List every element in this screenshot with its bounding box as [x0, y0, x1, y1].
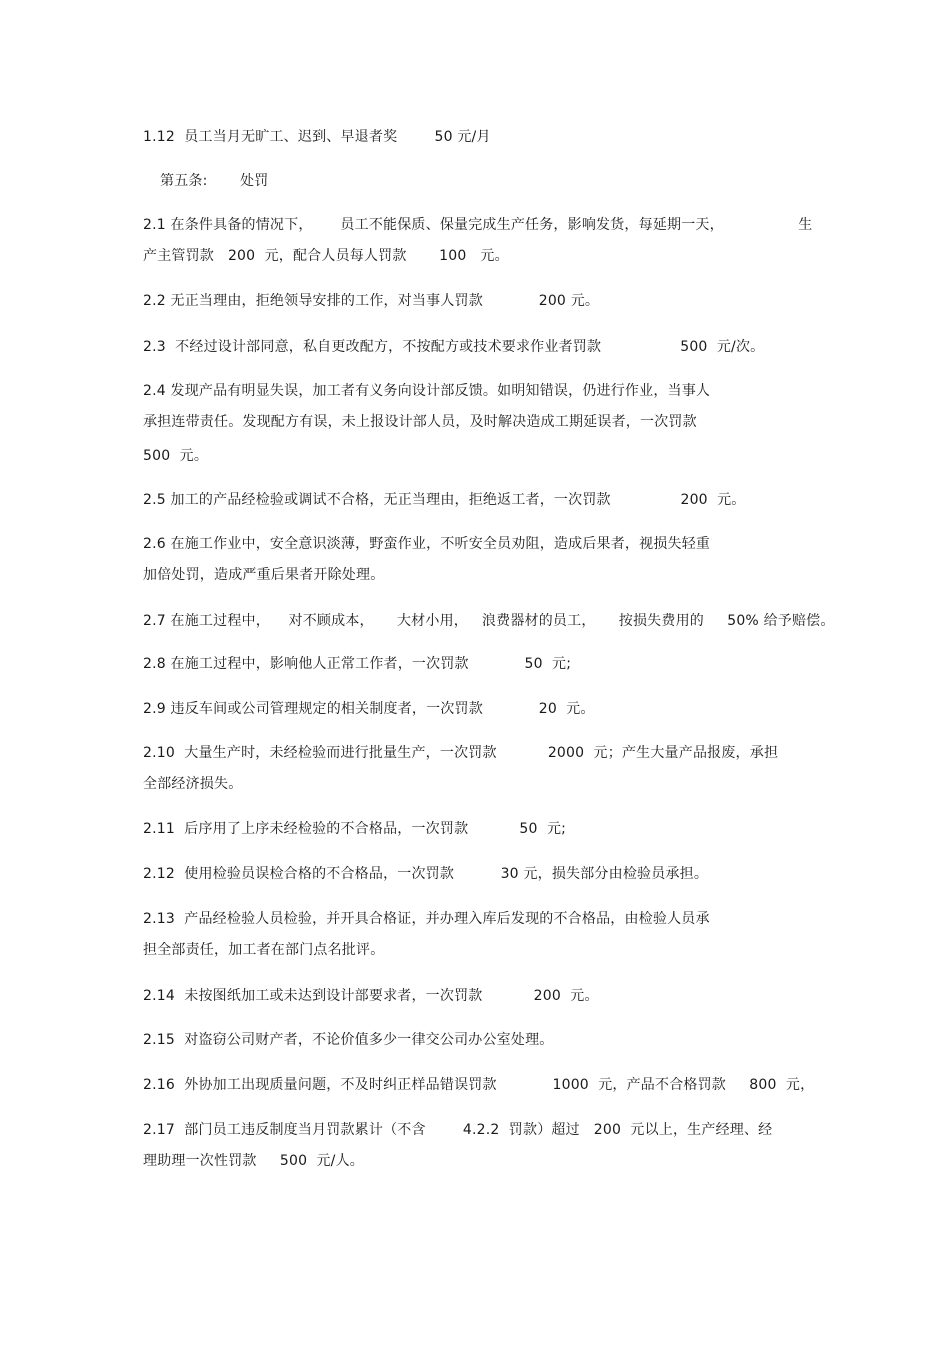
clause-2-6-line-1: 2.6 在施工作业中，安全意识淡薄，野蛮作业，不听安全员劝阻，造成后果者，视损失轻重 — [143, 536, 711, 552]
clause-2-5: 2.5 加工的产品经检验或调试不合格，无正当理由，拒绝返工者，一次罚款 200 元。 — [143, 492, 746, 508]
clause-2-1-line-2: 产主管罚款 200 元，配合人员每人罚款 100 元。 — [143, 248, 509, 264]
clause-2-4-line-3: 500 元。 — [143, 448, 209, 464]
clause-2-3: 2.3 不经过设计部同意，私自更改配方，不按配方或技术要求作业者罚款 500 元/次。 — [143, 339, 765, 355]
clause-2-4-line-2: 承担连带责任。发现配方有误，未上报设计部人员，及时解决造成工期延误者，一次罚款 — [143, 414, 697, 430]
clause-2-10-line-2: 全部经济损失。 — [143, 776, 243, 792]
clause-2-1-line-1: 2.1 在条件具备的情况下， 员工不能保质、保量完成生产任务，影响发货，每延期一天， 生 — [143, 217, 813, 233]
clause-2-13-line-1: 2.13 产品经检验人员检验，并开具合格证，并办理入库后发现的不合格品，由检验人员承 — [143, 911, 710, 927]
section-5-heading: 第五条: 处罚 — [160, 173, 269, 189]
clause-2-6-line-2: 加倍处罚，造成严重后果者开除处理。 — [143, 567, 385, 583]
clause-2-17-line-2: 理助理一次性罚款 500 元/人。 — [143, 1153, 364, 1169]
clause-2-8: 2.8 在施工过程中，影响他人正常工作者，一次罚款 50 元; — [143, 656, 572, 672]
clause-2-16: 2.16 外协加工出现质量问题，不及时纠正样品错误罚款 1000 元，产品不合格罚款 800 元， — [143, 1077, 815, 1093]
clause-2-17-line-1: 2.17 部门员工违反制度当月罚款累计（不含 4.2.2 罚款）超过 200 元以上，生产经理、经 — [143, 1122, 773, 1138]
clause-2-12: 2.12 使用检验员误检合格的不合格品，一次罚款 30 元，损失部分由检验员承担。 — [143, 866, 709, 882]
clause-2-11: 2.11 后序用了上序未经检验的不合格品，一次罚款 50 元; — [143, 821, 567, 837]
clause-2-4-line-1: 2.4 发现产品有明显失误，加工者有义务向设计部反馈。如明知错误，仍进行作业，当事人 — [143, 383, 711, 399]
clause-2-14: 2.14 未按图纸加工或未达到设计部要求者，一次罚款 200 元。 — [143, 988, 599, 1004]
clause-2-15: 2.15 对盗窃公司财产者，不论价值多少一律交公司办公室处理。 — [143, 1032, 554, 1048]
clause-2-13-line-2: 担全部责任，加工者在部门点名批评。 — [143, 942, 385, 958]
clause-2-9: 2.9 违反车间或公司管理规定的相关制度者，一次罚款 20 元。 — [143, 701, 595, 717]
clause-1-12: 1.12 员工当月无旷工、迟到、早退者奖 50 元/月 — [143, 129, 491, 145]
clause-2-2: 2.2 无正当理由，拒绝领导安排的工作，对当事人罚款 200 元。 — [143, 293, 600, 309]
clause-2-10-line-1: 2.10 大量生产时，未经检验而进行批量生产，一次罚款 2000 元；产生大量产品报废，承担 — [143, 745, 779, 761]
clause-2-7: 2.7 在施工过程中， 对不顾成本， 大材小用， 浪费器材的员工， 按损失费用的 50% 给予赔偿。 — [143, 613, 835, 629]
